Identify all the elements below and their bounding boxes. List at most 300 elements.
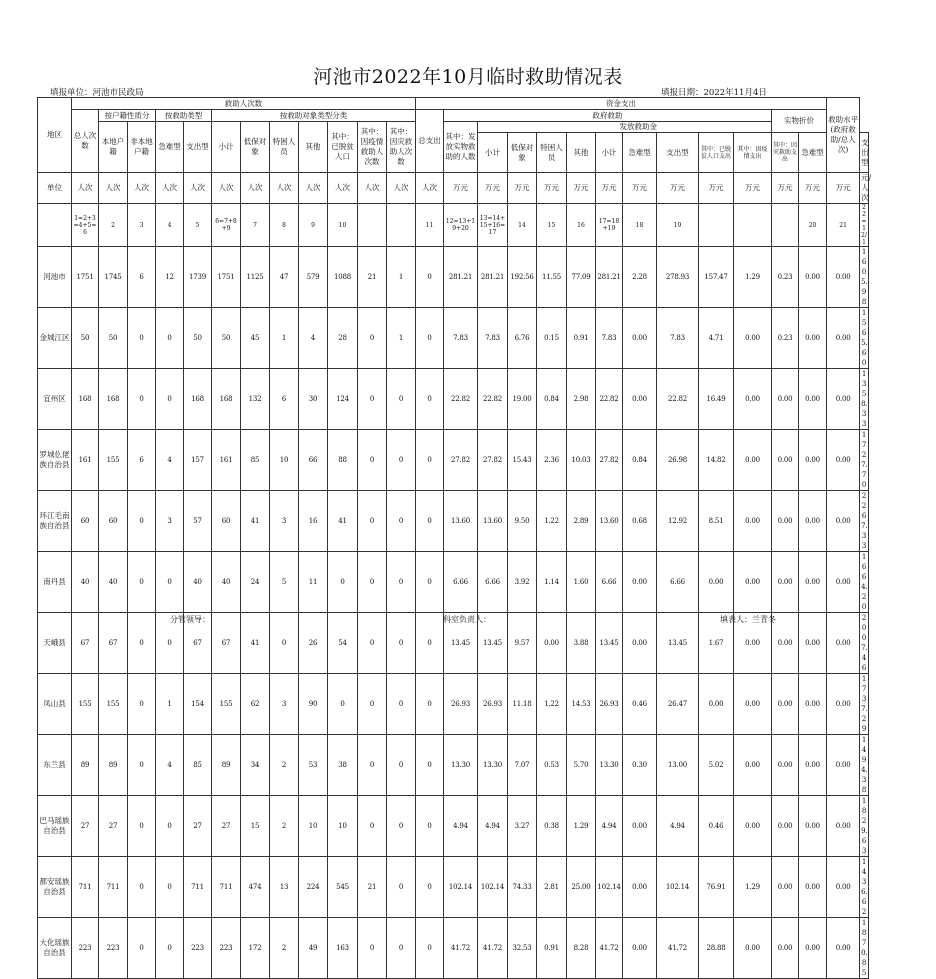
value-cell: 102.14 (478, 857, 508, 918)
value-cell: 41.72 (478, 918, 508, 979)
value-cell: 27 (99, 796, 128, 857)
value-cell: 60 (72, 491, 99, 552)
value-cell: 11 (299, 552, 328, 613)
value-cell: 168 (99, 369, 128, 430)
hdr-by-target: 按救助对象类型分类 (212, 110, 416, 122)
value-cell: 22.82 (444, 369, 478, 430)
value-cell: 163 (328, 918, 358, 979)
region-cell: 凤山县 (38, 674, 72, 735)
formula-cell: 7 (241, 204, 270, 247)
value-cell: 26.47 (657, 674, 699, 735)
value-cell: 19.00 (508, 369, 537, 430)
formula-cell: 11 (416, 204, 444, 247)
value-cell: 13.60 (478, 491, 508, 552)
value-cell: 0.00 (827, 552, 860, 613)
value-cell: 74.33 (508, 857, 537, 918)
value-cell: 0 (156, 369, 184, 430)
hdr-subtotal: 小计 (212, 122, 241, 173)
value-cell: 0 (128, 491, 156, 552)
value-cell: 154 (184, 674, 212, 735)
value-cell: 1.29 (734, 247, 772, 308)
value-cell: 89 (212, 735, 241, 796)
value-cell: 0 (128, 552, 156, 613)
formula-cell: 4 (156, 204, 184, 247)
value-cell: 13.45 (657, 613, 699, 674)
value-cell: 0 (387, 796, 416, 857)
value-cell: 13.30 (444, 735, 478, 796)
formula-cell: 5 (184, 204, 212, 247)
value-cell: 157 (184, 430, 212, 491)
formula-cell: 13=14+15+16=17 (478, 204, 508, 247)
value-cell: 0 (387, 857, 416, 918)
value-cell: 0.91 (537, 918, 567, 979)
value-cell: 0 (358, 430, 387, 491)
region-cell: 大化瑶族自治县 (38, 918, 72, 979)
value-cell: 3.88 (567, 613, 596, 674)
value-cell: 13 (270, 857, 299, 918)
region-cell: 都安瑶族自治县 (38, 857, 72, 918)
formula-cell: 20 (799, 204, 827, 247)
value-cell: 0.46 (623, 674, 657, 735)
value-cell: 0.00 (772, 918, 799, 979)
value-cell: 1.29 (734, 857, 772, 918)
value-cell: 2267.33 (861, 492, 868, 550)
region-cell: 金城江区 (38, 308, 72, 369)
value-cell: 1 (387, 247, 416, 308)
unit-cell: 万元 (699, 173, 734, 204)
unit-cell: 万元 (478, 173, 508, 204)
hdr-total-people: 总人次数 (72, 110, 99, 173)
value-cell: 0.00 (734, 918, 772, 979)
formula-cell: 17=18+19 (596, 204, 623, 247)
hdr-k-urgent: 急难型 (799, 133, 827, 173)
hdr-epidemic: 其中：因疫情救助人次数 (358, 122, 387, 173)
value-cell: 0 (156, 552, 184, 613)
hdr-material: 其中：发放实物救助的人数 (444, 122, 478, 173)
value-cell: 132 (241, 369, 270, 430)
value-cell: 0 (358, 308, 387, 369)
value-cell: 0 (416, 430, 444, 491)
value-cell: 1829.63 (861, 797, 868, 855)
value-cell: 26.93 (444, 674, 478, 735)
value-cell: 1494.38 (861, 736, 868, 794)
value-cell: 0.00 (734, 613, 772, 674)
unit-cell: 万元 (596, 173, 623, 204)
value-cell: 0 (358, 491, 387, 552)
value-cell: 41.72 (444, 918, 478, 979)
formula-cell: 22=12/1 (861, 204, 867, 246)
value-cell: 47 (270, 247, 299, 308)
hdr-g-subtotal: 小计 (478, 133, 508, 173)
value-cell: 0 (128, 674, 156, 735)
value-cell: 26 (299, 613, 328, 674)
unit-cell: 人次 (212, 173, 241, 204)
formula-cell: 12=13+19+20 (444, 204, 478, 247)
value-cell: 711 (72, 857, 99, 918)
value-cell: 4 (156, 430, 184, 491)
formula-cell: 21 (827, 204, 860, 247)
region-cell: 巴马瑶族自治县 (38, 796, 72, 857)
value-cell: 0.00 (623, 796, 657, 857)
value-cell: 0 (416, 552, 444, 613)
value-cell: 22.82 (596, 369, 623, 430)
value-cell: 27.82 (596, 430, 623, 491)
value-cell: 40 (184, 552, 212, 613)
value-cell: 2.28 (623, 247, 657, 308)
unit-cell: 人次 (299, 173, 328, 204)
formula-cell: 15 (537, 204, 567, 247)
value-cell: 0.00 (799, 552, 827, 613)
value-cell: 60 (212, 491, 241, 552)
value-cell: 7.07 (508, 735, 537, 796)
value-cell: 40 (72, 552, 99, 613)
unit-cell: 人次 (156, 173, 184, 204)
value-cell: 0 (387, 735, 416, 796)
value-cell: 0.23 (772, 247, 799, 308)
hdr-gov: 政府救助 (444, 110, 772, 122)
value-cell: 25.00 (567, 857, 596, 918)
hdr-dibao: 低保对象 (241, 122, 270, 173)
value-cell: 7.83 (657, 308, 699, 369)
value-cell: 0.00 (772, 491, 799, 552)
value-cell: 1125 (241, 247, 270, 308)
value-cell: 0 (358, 613, 387, 674)
value-cell: 0 (270, 613, 299, 674)
value-cell: 13.45 (596, 613, 623, 674)
value-cell: 3 (270, 491, 299, 552)
value-cell: 0.84 (623, 430, 657, 491)
unit-cell: 万元 (567, 173, 596, 204)
value-cell: 50 (99, 308, 128, 369)
value-cell: 0.00 (623, 918, 657, 979)
value-cell: 0.00 (799, 369, 827, 430)
value-cell: 2.81 (537, 857, 567, 918)
value-cell: 0.00 (772, 552, 799, 613)
hdr-poverty: 其中：已脱贫人口 (328, 122, 358, 173)
value-cell: 4.94 (596, 796, 623, 857)
value-cell: 89 (99, 735, 128, 796)
footer-preparer: 填表人：兰青冬 (720, 615, 776, 624)
value-cell: 172 (241, 918, 270, 979)
table-row (38, 552, 869, 613)
value-cell: 0.53 (537, 735, 567, 796)
value-cell: 7.83 (596, 308, 623, 369)
value-cell: 10.03 (567, 430, 596, 491)
value-cell: 0.84 (537, 369, 567, 430)
unit-cell: 人次 (99, 173, 128, 204)
value-cell: 16 (299, 491, 328, 552)
value-cell: 50 (72, 308, 99, 369)
value-cell: 0.15 (537, 308, 567, 369)
value-cell: 0 (387, 430, 416, 491)
value-cell: 28 (328, 308, 358, 369)
value-cell: 0 (387, 369, 416, 430)
value-cell: 0.00 (772, 857, 799, 918)
hdr-g-urgent: 急难型 (623, 133, 657, 173)
value-cell: 278.93 (657, 247, 699, 308)
value-cell: 1739 (184, 247, 212, 308)
value-cell: 30 (299, 369, 328, 430)
value-cell: 0 (416, 918, 444, 979)
value-cell: 89 (72, 735, 99, 796)
value-cell: 0 (358, 674, 387, 735)
formula-cell: 6=7+8+9 (212, 204, 241, 247)
value-cell: 26.98 (657, 430, 699, 491)
formula-cell: 2 (99, 204, 128, 247)
unit-cell: 万元 (657, 173, 699, 204)
value-cell: 0 (387, 918, 416, 979)
region-cell: 东兰县 (38, 735, 72, 796)
value-cell: 9.57 (508, 613, 537, 674)
value-cell: 0.00 (734, 552, 772, 613)
value-cell: 1.22 (537, 674, 567, 735)
footer-supervisor: 分管领导： (170, 615, 210, 624)
value-cell: 40 (212, 552, 241, 613)
hdr-g-poverty: 其中：已脱贫人口支出 (699, 133, 734, 173)
value-cell: 54 (328, 613, 358, 674)
unit-cell: 人次 (358, 173, 387, 204)
value-cell: 0 (387, 613, 416, 674)
unit-cell: 人次 (387, 173, 416, 204)
table-row (38, 918, 869, 979)
value-cell: 0.00 (734, 735, 772, 796)
value-cell: 155 (72, 674, 99, 735)
value-cell: 223 (72, 918, 99, 979)
value-cell: 27 (212, 796, 241, 857)
unit-cell: 万元 (799, 173, 827, 204)
unit-cell: 万元 (508, 173, 537, 204)
value-cell: 1.60 (567, 552, 596, 613)
value-cell: 45 (241, 308, 270, 369)
value-cell: 2 (270, 796, 299, 857)
value-cell: 0 (328, 552, 358, 613)
value-cell: 0 (416, 613, 444, 674)
value-cell: 4.94 (444, 796, 478, 857)
value-cell: 0.00 (772, 613, 799, 674)
value-cell: 168 (72, 369, 99, 430)
value-cell: 10 (328, 796, 358, 857)
value-cell: 3.92 (508, 552, 537, 613)
unit-cell: 万元 (827, 173, 860, 204)
value-cell: 0 (128, 857, 156, 918)
value-cell: 0 (387, 491, 416, 552)
value-cell: 0 (416, 674, 444, 735)
formula-cell (772, 204, 799, 247)
hdr-funds: 资金支出 (416, 98, 827, 110)
formula-cell: 19 (657, 204, 699, 247)
value-cell: 27 (72, 796, 99, 857)
value-cell: 1751 (212, 247, 241, 308)
hdr-in-kind: 实物折价 (772, 110, 827, 133)
value-cell: 168 (184, 369, 212, 430)
unit-cell: 万元 (772, 173, 799, 204)
hdr-recipients: 救助人次数 (72, 98, 416, 110)
formula-label (38, 204, 72, 247)
value-cell: 4 (299, 308, 328, 369)
value-cell: 10 (299, 796, 328, 857)
value-cell: 38 (328, 735, 358, 796)
value-cell: 14.53 (567, 674, 596, 735)
formula-cell: 9 (299, 204, 328, 247)
table-row (38, 857, 869, 918)
value-cell: 545 (328, 857, 358, 918)
value-cell: 2.36 (537, 430, 567, 491)
value-cell: 0.00 (772, 796, 799, 857)
value-cell: 26.93 (478, 674, 508, 735)
value-cell: 0 (358, 796, 387, 857)
value-cell: 1727.70 (861, 431, 868, 489)
value-cell: 0 (416, 796, 444, 857)
value-cell: 0 (128, 796, 156, 857)
value-cell: 0.23 (772, 308, 799, 369)
value-cell: 0 (128, 918, 156, 979)
value-cell: 21 (358, 857, 387, 918)
value-cell: 3 (270, 674, 299, 735)
value-cell: 26.93 (596, 674, 623, 735)
unit-cell: 万元 (623, 173, 657, 204)
value-cell: 0.00 (799, 796, 827, 857)
value-cell: 2007.46 (861, 614, 868, 672)
value-cell: 579 (299, 247, 328, 308)
value-cell: 0.00 (799, 674, 827, 735)
value-cell: 76.91 (699, 857, 734, 918)
value-cell: 0 (328, 674, 358, 735)
formula-cell: 18 (623, 204, 657, 247)
value-cell: 711 (212, 857, 241, 918)
value-cell: 0.00 (827, 491, 860, 552)
hdr-level: 救助水平(政府救助/总人次) (827, 98, 860, 173)
value-cell: 0.00 (772, 369, 799, 430)
value-cell: 5 (270, 552, 299, 613)
value-cell: 0.00 (827, 430, 860, 491)
value-cell: 0.00 (699, 552, 734, 613)
hdr-total-exp: 总支出 (416, 110, 444, 173)
value-cell: 0 (416, 491, 444, 552)
value-cell: 0.00 (623, 857, 657, 918)
hdr-local: 本地户籍 (99, 122, 128, 173)
value-cell: 0.91 (567, 308, 596, 369)
value-cell: 13.30 (478, 735, 508, 796)
value-cell: 0.00 (827, 674, 860, 735)
unit-cell: 人次 (241, 173, 270, 204)
value-cell: 0.00 (734, 369, 772, 430)
value-cell: 13.60 (444, 491, 478, 552)
value-cell: 67 (184, 613, 212, 674)
hdr-g-subtotal-2: 小计 (596, 133, 623, 173)
value-cell: 0 (156, 857, 184, 918)
value-cell: 40 (99, 552, 128, 613)
value-cell: 6 (128, 430, 156, 491)
value-cell: 0.00 (623, 613, 657, 674)
table-row (38, 735, 869, 796)
value-cell: 0.00 (734, 796, 772, 857)
value-cell: 1 (270, 308, 299, 369)
value-cell: 22.82 (478, 369, 508, 430)
hdr-disaster: 其中：因灾救助人次数 (387, 122, 416, 173)
value-cell: 0 (128, 735, 156, 796)
region-cell: 宜州区 (38, 369, 72, 430)
hdr-hukou: 按户籍性质分 (99, 110, 156, 122)
value-cell: 32.53 (508, 918, 537, 979)
value-cell: 0.00 (623, 369, 657, 430)
value-cell: 15.43 (508, 430, 537, 491)
region-cell: 南丹县 (38, 552, 72, 613)
value-cell: 1.22 (537, 491, 567, 552)
hdr-other: 其他 (299, 122, 328, 173)
value-cell: 41.72 (657, 918, 699, 979)
unit-cell: 元/人次 (861, 173, 872, 202)
table-row (38, 674, 869, 735)
region-cell: 环江毛南族自治县 (38, 491, 72, 552)
value-cell: 13.60 (596, 491, 623, 552)
formula-cell (699, 204, 734, 247)
value-cell: 0.00 (827, 613, 860, 674)
value-cell: 0.46 (699, 796, 734, 857)
hdr-nonlocal: 非本地户籍 (128, 122, 156, 173)
value-cell: 50 (184, 308, 212, 369)
value-cell: 0 (358, 552, 387, 613)
value-cell: 11.18 (508, 674, 537, 735)
value-cell: 0 (416, 857, 444, 918)
value-cell: 0 (358, 735, 387, 796)
value-cell: 16.49 (699, 369, 734, 430)
hdr-g-other: 其他 (567, 133, 596, 173)
formula-cell (358, 204, 387, 247)
value-cell: 66 (299, 430, 328, 491)
formula-cell: 14 (508, 204, 537, 247)
value-cell: 155 (212, 674, 241, 735)
value-cell: 157.47 (699, 247, 734, 308)
unit-cell: 人次 (184, 173, 212, 204)
value-cell: 0.00 (623, 308, 657, 369)
filler-unit: 填报单位：河池市民政局 (50, 88, 144, 98)
value-cell: 0 (156, 918, 184, 979)
value-cell: 155 (99, 674, 128, 735)
hdr-region: 地区 (38, 98, 72, 173)
value-cell: 223 (212, 918, 241, 979)
value-cell: 67 (99, 613, 128, 674)
value-cell: 1870.85 (861, 919, 868, 977)
value-cell: 1751 (72, 247, 99, 308)
value-cell: 24 (241, 552, 270, 613)
value-cell: 223 (184, 918, 212, 979)
value-cell: 1358.33 (861, 370, 868, 428)
value-cell: 0.00 (772, 735, 799, 796)
table-row (38, 369, 869, 430)
value-cell: 6.66 (596, 552, 623, 613)
value-cell: 0.68 (623, 491, 657, 552)
formula-cell: 8 (270, 204, 299, 247)
value-cell: 0.00 (734, 308, 772, 369)
unit-cell: 人次 (72, 173, 99, 204)
hdr-grant: 发放救助金 (478, 122, 799, 133)
value-cell: 1436.62 (861, 858, 868, 916)
value-cell: 28.88 (699, 918, 734, 979)
value-cell: 281.21 (596, 247, 623, 308)
value-cell: 13.00 (657, 735, 699, 796)
formula-cell: 3 (128, 204, 156, 247)
value-cell: 474 (241, 857, 270, 918)
value-cell: 0.00 (799, 857, 827, 918)
value-cell: 0.00 (799, 735, 827, 796)
hdr-by-type: 按救助类型 (156, 110, 212, 122)
value-cell: 0 (128, 308, 156, 369)
value-cell: 0.00 (827, 735, 860, 796)
value-cell: 90 (299, 674, 328, 735)
value-cell: 7.83 (478, 308, 508, 369)
relief-table (37, 97, 872, 979)
value-cell: 0.00 (799, 918, 827, 979)
